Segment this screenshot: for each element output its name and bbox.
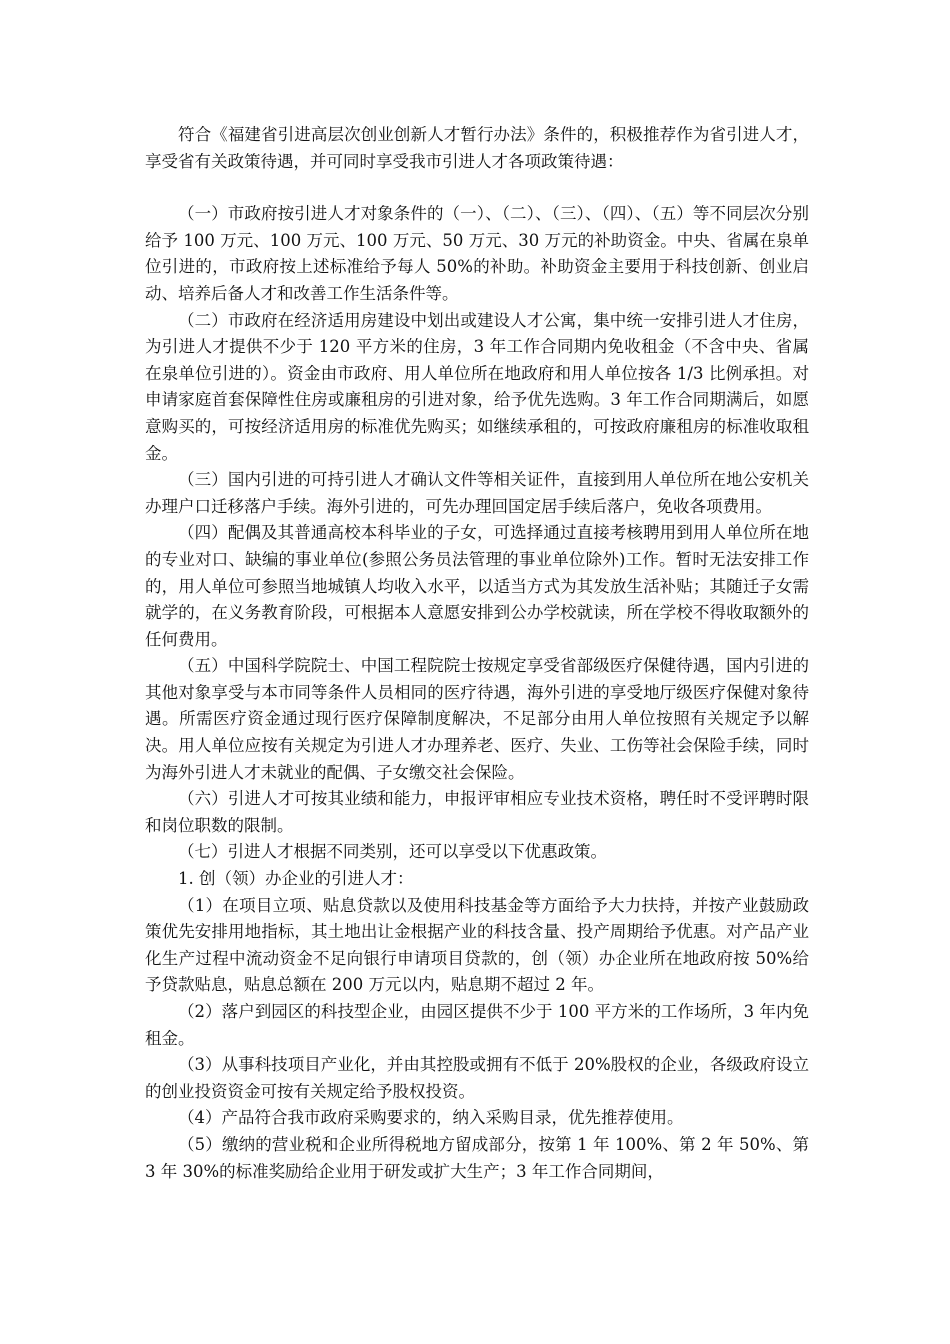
clause-3-paragraph: （三）国内引进的可持引进人才确认文件等相关证件，直接到用人单位所在地公安机关办理户口迁移落户手续。海外引进的，可先办理回国定居手续后落户，免收各项费用。 xyxy=(145,470,809,516)
clause-2-paragraph: （二）市政府在经济适用房建设中划出或建设人才公寓，集中统一安排引进人才住房，为引进人才提供不少于 120 平方米的住房，3 年工作合同期内免收租金（不含中央、省属在泉单位引进的）。资金由市政府、用人单位所在地政府和用人单位按各 1/3 比例承担。对申请家庭首套保障性住房或廉租房的引进对象，给予优先选购。3 年工作合同期满后，如愿意购买的，可按经济适用房的标准优先购买；如继续承租的，可按政府廉租房的标准收取租金。 xyxy=(145,310,809,463)
clause-6-paragraph: （六）引进人才可按其业绩和能力，申报评审相应专业技术资格，聘任时不受评聘时限和岗位职数的限制。 xyxy=(145,789,809,835)
document-body xyxy=(145,122,809,1185)
item-3-paragraph: （3）从事科技项目产业化，并由其控股或拥有不低于 20%股权的企业，各级政府设立的创业投资资金可按有关规定给予股权投资。 xyxy=(145,1055,809,1101)
item-1-paragraph: （1）在项目立项、贴息贷款以及使用科技基金等方面给予大力扶持，并按产业鼓励政策优先安排用地指标，其土地出让金根据产业的科技含量、投产周期给予优惠。对产品产业化生产过程中流动资金不足向银行申请项目贷款的，创（领）办企业所在地政府按 50%给予贷款贴息，贴息总额在 200 万元以内，贴息期不超过 2 年。 xyxy=(145,895,809,995)
clause-7-paragraph: （七）引进人才根据不同类别，还可以享受以下优惠政策。 xyxy=(178,842,607,862)
clause-4-paragraph: （四）配偶及其普通高校本科毕业的子女，可选择通过直接考核聘用到用人单位所在地的专业对口、缺编的事业单位(参照公务员法管理的事业单位除外)工作。暂时无法安排工作的，用人单位可参照当地城镇人均收入水平，以适当方式为其发放生活补贴；其随迁子女需就学的，在义务教育阶段，可根据本人意愿安排到公办学校就读，所在学校不得收取额外的任何费用。 xyxy=(145,523,809,649)
intro-paragraph: 符合《福建省引进高层次创业创新人才暂行办法》条件的，积极推荐作为省引进人才，享受省有关政策待遇，并可同时享受我市引进人才各项政策待遇： xyxy=(145,125,809,171)
clause-5-paragraph: （五）中国科学院院士、中国工程院院士按规定享受省部级医疗保健待遇，国内引进的其他对象享受与本市同等条件人员相同的医疗待遇，海外引进的享受地厅级医疗保健对象待遇。所需医疗资金通过现行医疗保障制度解决，不足部分由用人单位按照有关规定予以解决。用人单位应按有关规定为引进人才办理养老、医疗、失业、工伤等社会保险手续，同时为海外引进人才未就业的配偶、子女缴交社会保险。 xyxy=(145,656,809,782)
item-4-paragraph: （4）产品符合我市政府采购要求的，纳入采购目录，优先推荐使用。 xyxy=(178,1108,684,1128)
item-5-paragraph: （5）缴纳的营业税和企业所得税地方留成部分，按第 1 年 100%、第 2 年 50%、第 3 年 30%的标准奖励给企业用于研发或扩大生产；3 年工作合同期间， xyxy=(145,1134,809,1181)
subsection-1-heading: 1. 创（领）办企业的引进人才： xyxy=(178,869,414,889)
item-2-paragraph: （2）落户到园区的科技型企业，由园区提供不少于 100 平方米的工作场所，3 年内免租金。 xyxy=(145,1002,809,1048)
clause-1-paragraph: （一）市政府按引进人才对象条件的（一）、（二）、（三）、（四）、（五）等不同层次分别给予 100 万元、100 万元、100 万元、50 万元、30 万元的补助资金。中央、省属在泉单位引进的，市政府按上述标准给予每人 50%的补助。补助资金主要用于科技创新、创业启动、培养后备人才和改善工作生活条件等。 xyxy=(145,204,809,303)
